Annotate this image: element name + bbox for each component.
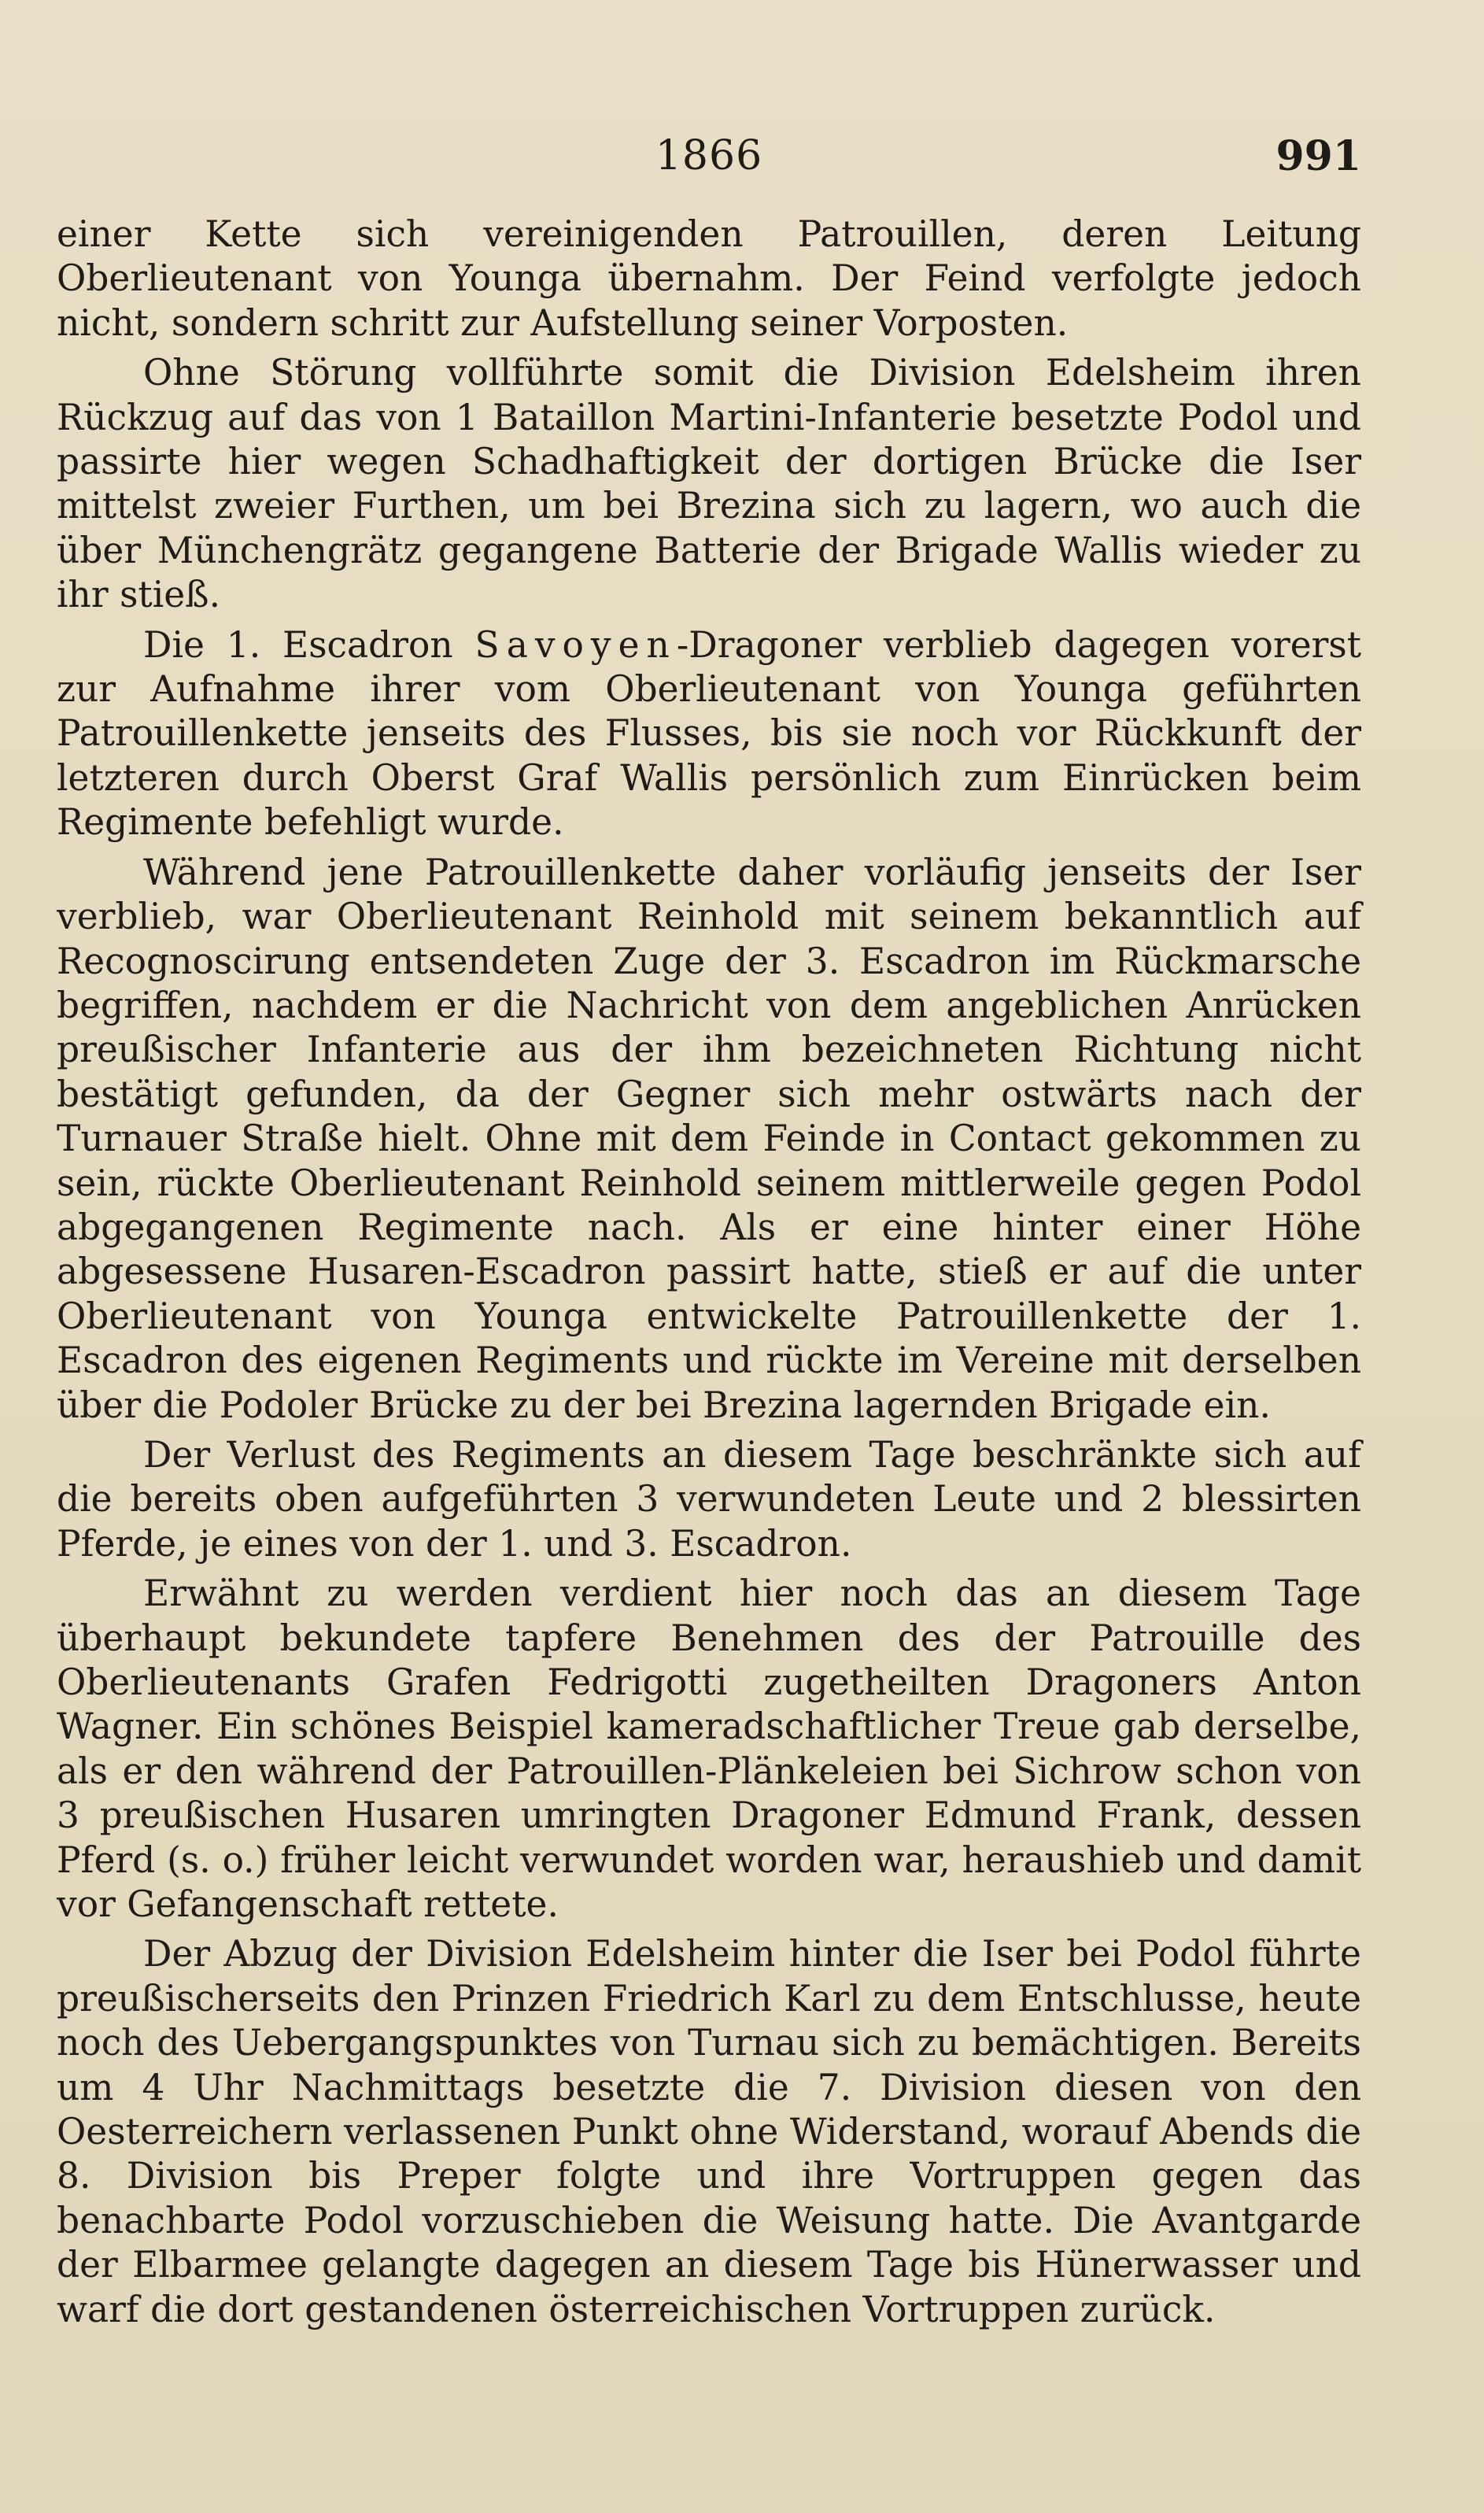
paragraph-5: Der Verlust des Regiments an diesem Tage beschränkte sich auf die bereits oben aufgeführten 3 verwundeten Leute und 2 blessirten Pferde, je eines von der 1. und 3. Escadron.: [57, 1433, 1361, 1565]
page-header: [57, 132, 1361, 187]
body-text: [57, 212, 1361, 2337]
paragraph-3-start: Die 1. Escadron: [143, 623, 475, 666]
paragraph-4: Während jene Patrouillenkette daher vorläufig jenseits der Iser verblieb, war Oberlieutenant Reinhold mit seinem bekanntlich auf Recognoscirung entsendeten Zuge der 3. Escadron im Rückmarsche begriffen, nachdem er die Nachricht von dem angeblichen Anrücken preußischer Infanterie aus der ihm bezeichneten Richtung nicht bestätigt gefunden, da der Gegner sich mehr ostwärts nach der Turnauer Straße hielt. Ohne mit dem Feinde in Contact gekommen zu sein, rückte Oberlieutenant Reinhold seinem mittlerweile gegen Podol abgegangenen Regimente nach. Als er eine hinter einer Höhe abgesessene Husaren-Escadron passirt hatte, stieß er auf die unter Oberlieutenant von Younga entwickelte Patrouillenkette der 1. Escadron des eigenen Regiments und rückte im Vereine mit derselben über die Podoler Brücke zu der bei Brezina lagernden Brigade ein.: [57, 851, 1361, 1426]
paragraph-2: Ohne Störung vollführte somit die Division Edelsheim ihren Rückzug auf das von 1 Bataillon Martini-Infanterie besetzte Podol und passirte hier wegen Schadhaftigkeit der dortigen Brücke die Iser mittelst zweier Furthen, um bei Brezina sich zu lagern, wo auch die über Münchengrätz gegangene Batterie der Brigade Wallis wieder zu ihr stieß.: [57, 352, 1361, 616]
page-number: 991: [1275, 132, 1361, 180]
paragraph-7: Der Abzug der Division Edelsheim hinter die Iser bei Podol führte preußischerseits den Prinzen Friedrich Karl zu dem Entschlusse, heute noch des Uebergangspunktes von Turnau sich zu bemächtigen. Bereits um 4 Uhr Nachmittags besetzte die 7. Division diesen von den Oesterreichern verlassenen Punkt ohne Widerstand, worauf Abends die 8. Division bis Preper folgte und ihre Vortruppen gegen das benachbarte Podol vorzuschieben die Weisung hatte. Die Avantgarde der Elbarmee gelangte dagegen an diesem Tage bis Hünerwasser und warf die dort gestandenen österreichischen Vortruppen zurück.: [57, 1933, 1361, 2330]
header-year: 1866: [655, 132, 763, 179]
emphasized-name: Savoyen: [474, 623, 677, 666]
paragraph-3-rest: -Dragoner verblieb dagegen vorerst zur Aufnahme ihrer vom Oberlieutenant von Younga geführten Patrouillenkette jenseits des Flusses, bis sie noch vor Rückkunft der letzteren durch Oberst Graf Wallis persönlich zum Einrücken beim Regimente befehligt wurde.: [57, 623, 1361, 844]
paragraph-3: [57, 623, 1361, 845]
paragraph-6: Erwähnt zu werden verdient hier noch das an diesem Tage überhaupt bekundete tapfere Benehmen des der Patrouille des Oberlieutenants Grafen Fedrigotti zugetheilten Dragoners Anton Wagner. Ein schönes Beispiel kameradschaftlicher Treue gab derselbe, als er den während der Patrouillen-Plänkeleien bei Sichrow schon von 3 preußischen Husaren umringten Dragoner Edmund Frank, dessen Pferd (s. o.) früher leicht verwundet worden war, heraushieb und damit vor Gefangenschaft rettete.: [57, 1572, 1361, 1926]
paragraph-1: einer Kette sich vereinigenden Patrouillen, deren Leitung Oberlieutenant von Younga übernahm. Der Feind verfolgte jedoch nicht, sondern schritt zur Aufstellung seiner Vorposten.: [57, 213, 1361, 344]
